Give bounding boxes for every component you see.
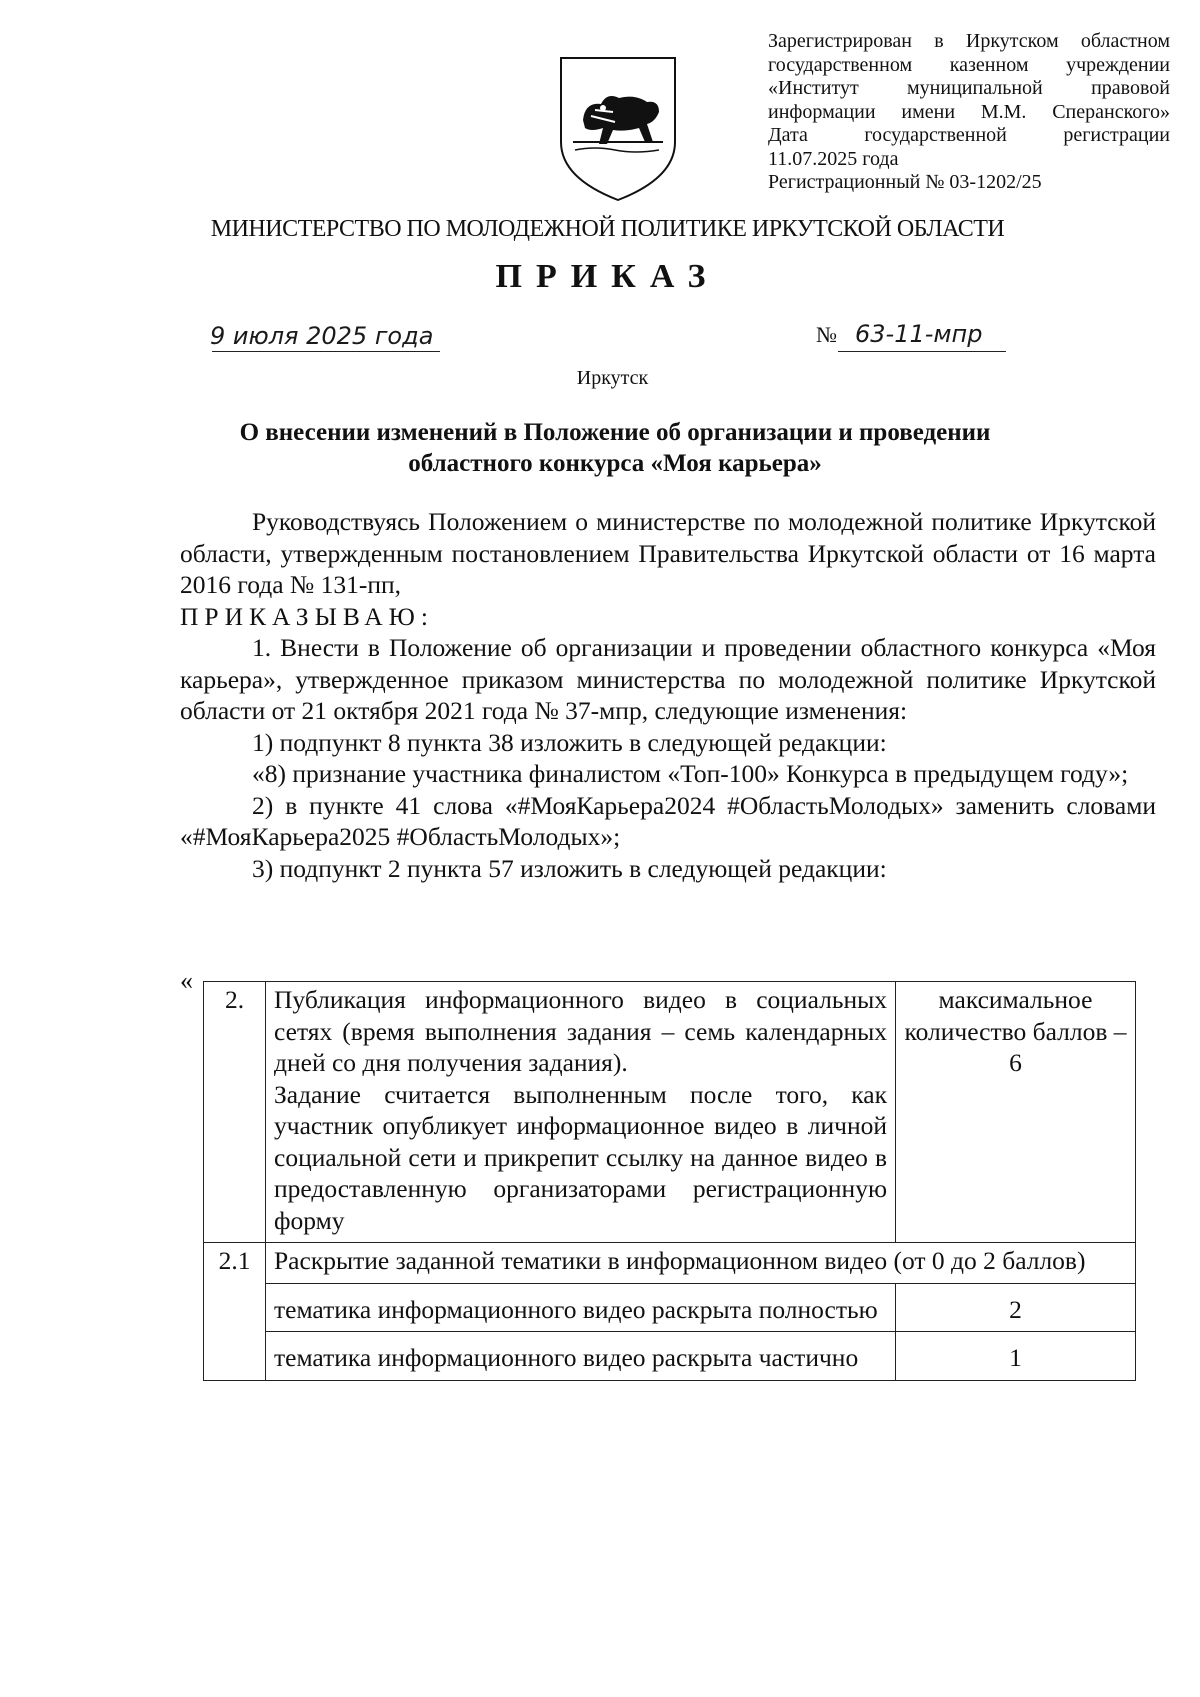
city: Иркутск <box>576 367 649 389</box>
registration-line: информации имени М.М. Сперанского» <box>768 100 1170 123</box>
document-body <box>180 506 1156 884</box>
coat-of-arms-icon <box>555 50 681 202</box>
title-line: О внесении изменений в Положение об организации и проведении <box>239 419 991 446</box>
document-title <box>180 417 1050 479</box>
criteria-table <box>203 981 1136 1381</box>
criterion-description <box>266 982 896 1243</box>
subitem-3: 3) подпункт 2 пункта 57 изложить в следующей редакции: <box>252 853 887 883</box>
criterion-level: тематика информационного видео раскрыта частично <box>266 1332 896 1381</box>
registration-line: государственном казенном учреждении <box>768 53 1170 76</box>
criterion-points: 2 <box>896 1283 1136 1332</box>
registration-date: 11.07.2025 года <box>768 147 899 170</box>
criterion-description: Раскрытие заданной тематики в информационном видео (от 0 до 2 баллов) <box>266 1243 1136 1284</box>
subitem-1-text: «8) признание участника финалистом «Топ-100» Конкурса в предыдущем году»; <box>252 759 1129 788</box>
registration-stamp <box>768 30 1170 195</box>
number-label: № <box>816 322 837 347</box>
table-row <box>204 1243 1136 1284</box>
criterion-text: Публикация информационного видео в социальных сетях (время выполнения задания – семь календарных дней со дня получения задания). <box>274 985 887 1077</box>
row-number: 2.1 <box>204 1243 266 1381</box>
criterion-level: тематика информационного видео раскрыта полностью <box>266 1283 896 1332</box>
table-row <box>204 982 1136 1243</box>
date-underline <box>212 351 440 352</box>
order-word: ПРИКАЗЫВАЮ: <box>180 601 434 631</box>
table-row <box>204 1332 1136 1381</box>
document-type: ПРИКАЗ <box>495 258 720 295</box>
number-underline <box>838 351 1006 352</box>
subitem-1: 1) подпункт 8 пункта 38 изложить в следующей редакции: <box>252 727 887 757</box>
registration-number: Регистрационный № 03-1202/25 <box>768 171 1042 193</box>
row-number: 2. <box>204 982 266 1243</box>
subitem-2: 2) в пункте 41 слова «#МояКарьера2024 #ОбластьМолодых» заменить словами «#МояКарьера2025 #ОбластьМолодых»; <box>180 790 1156 851</box>
quote-open: « <box>180 966 193 995</box>
table-row <box>204 1283 1136 1332</box>
registration-line: Зарегистрирован в Иркутском областном <box>768 30 1170 52</box>
order-number: 63-11-мпр <box>855 320 983 348</box>
registration-line: «Институт муниципальной правовой <box>768 77 1170 99</box>
title-line: областного конкурса «Моя карьера» <box>408 450 822 477</box>
item-1-paragraph: 1. Внести в Положение об организации и проведении областного конкурса «Моя карьера», утвержденное приказом министерства по молодежной политике Иркутской области от 21 октября 2021 года № 37-мпр, следующие изменения: <box>180 633 1156 725</box>
criterion-condition: Задание считается выполненным после того, как участник опубликует информационное видео в личной социальной сети и прикрепит ссылку на данное видео в предоставленную организаторами регистрационную форму <box>274 1079 887 1235</box>
order-date: 9 июля 2025 года <box>210 322 434 350</box>
preamble-paragraph: Руководствуясь Положением о министерстве по молодежной политике Иркутской области, утвержденным постановлением Правительства Иркутской области от 16 марта 2016 года № 131-пп, <box>180 507 1156 599</box>
registration-line: Дата государственной регистрации <box>768 124 1170 146</box>
ministry-name: МИНИСТЕРСТВО ПО МОЛОДЕЖНОЙ ПОЛИТИКЕ ИРКУТСКОЙ ОБЛАСТИ <box>210 216 1005 242</box>
criterion-score: максимальное количество баллов – 6 <box>896 982 1136 1243</box>
criterion-points: 1 <box>896 1332 1136 1381</box>
